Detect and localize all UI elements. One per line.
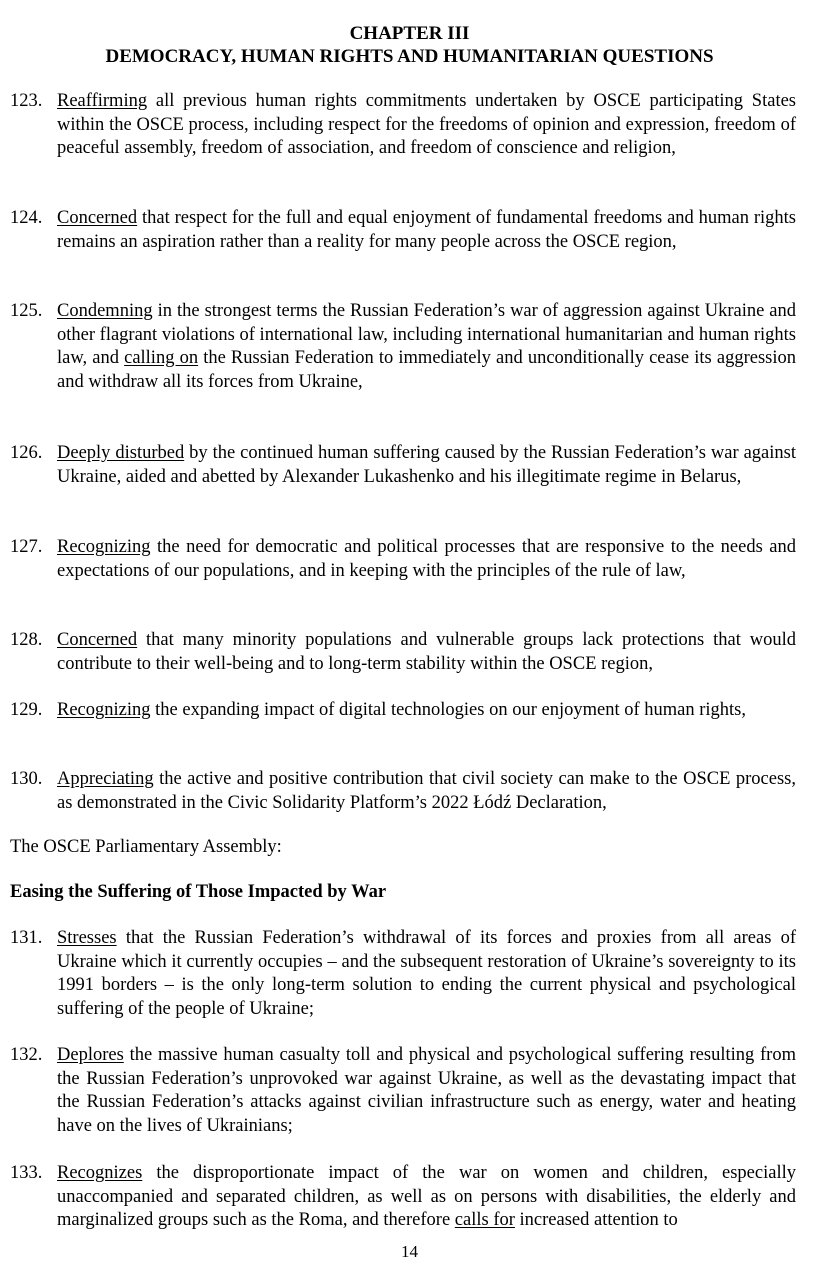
paragraph-126 [10, 442, 796, 489]
paragraph-129 [10, 699, 796, 723]
paragraph-lead-word: Recognizing [57, 537, 151, 557]
paragraph-text [57, 300, 796, 394]
paragraph-133 [10, 1162, 796, 1233]
paragraph-text [57, 536, 796, 583]
paragraph-rest: the expanding impact of digital technologies on our enjoyment of human rights, [150, 700, 746, 720]
paragraph-rest: that many minority populations and vulnerable groups lack protections that would contribute to their well-being and to long-term stability within the OSCE region, [57, 630, 796, 674]
paragraph-number: 127. [10, 537, 43, 557]
paragraph-text [57, 442, 796, 489]
paragraph-lead-word: Recognizes [57, 1163, 143, 1183]
paragraph-text [57, 90, 796, 161]
paragraph-number: 132. [10, 1045, 43, 1065]
paragraph-rest: increased attention to [514, 1210, 678, 1231]
paragraph-number: 128. [10, 630, 43, 650]
paragraph-text [57, 699, 796, 723]
paragraph-lead-word: Condemning [57, 301, 153, 321]
page-number: 14 [401, 1242, 418, 1261]
paragraph-rest: the need for democratic and political processes that are responsive to the needs and expectations of our populations, and in keeping with the principles of the rule of law, [57, 537, 796, 581]
paragraph-number: 123. [10, 91, 43, 111]
paragraph-132 [10, 1044, 796, 1138]
paragraph-number: 133. [10, 1163, 43, 1183]
paragraph-number: 125. [10, 301, 43, 321]
paragraph-rest: the massive human casualty toll and physical and psychological suffering resulting from the Russian Federation’s unprovoked war against Ukraine, as well as the devastating impact that the Russian Federation’s attacks against civilian infrastructure such as energy, water and heating have on the lives of Ukrainians; [57, 1045, 796, 1136]
paragraph-127 [10, 536, 796, 583]
paragraph-128 [10, 629, 796, 676]
paragraph-number: 126. [10, 443, 43, 463]
paragraph-131 [10, 927, 796, 1021]
paragraph-number: 130. [10, 769, 43, 789]
paragraph-lead-word: Appreciating [57, 769, 154, 789]
paragraph-number: 129. [10, 700, 43, 720]
paragraph-125 [10, 300, 796, 394]
paragraph-rest: that the Russian Federation’s withdrawal of its forces and proxies from all areas of Ukraine which it currently occupies – and the subsequent restoration of Ukraine’s sovereignty to its 1991 borders – is the only long-term solution to ending the current physical and psychological suffering of the people of Ukraine; [57, 928, 796, 1019]
paragraph-number: 131. [10, 928, 43, 948]
paragraph-lead-word: Recognizing [57, 700, 151, 720]
chapter-title: DEMOCRACY, HUMAN RIGHTS AND HUMANITARIAN QUESTIONS [105, 46, 714, 67]
paragraph-number: 124. [10, 208, 43, 228]
paragraph-text [57, 1162, 796, 1233]
paragraph-lead-word: Stresses [57, 928, 117, 948]
paragraph-124 [10, 207, 796, 254]
paragraph-text [57, 207, 796, 254]
paragraph-lead-word: Deeply disturbed [57, 443, 185, 463]
paragraph-middle: in the strongest terms the Russian Federation’s war of aggression against Ukraine and other flagrant violations of international law, including international humanitarian and human rights law, and [57, 301, 796, 369]
paragraph-130 [10, 768, 796, 815]
paragraph-second-lead-word: calling on [124, 348, 199, 369]
paragraph-123 [10, 90, 796, 161]
section-title: Easing the Suffering of Those Impacted by War [10, 882, 387, 902]
paragraph-rest: the Russian Federation to immediately and unconditionally cease its aggression and withdraw all its forces from Ukraine, [57, 348, 796, 392]
paragraph-rest: the active and positive contribution that civil society can make to the OSCE process, as demonstrated in the Civic Solidarity Platform’s 2022 Łódź Declaration, [57, 769, 796, 813]
paragraph-second-lead-word: calls for [454, 1210, 515, 1231]
paragraph-text [57, 768, 796, 815]
paragraph-text [57, 629, 796, 676]
chapter-number: CHAPTER III [349, 23, 470, 44]
paragraph-text [57, 1044, 796, 1138]
paragraph-lead-word: Deplores [57, 1045, 124, 1065]
assembly-line: The OSCE Parliamentary Assembly: [10, 837, 282, 857]
paragraph-middle: the disproportionate impact of the war on women and children, especially unaccompanied and separated children, as well as on persons with disabilities, the elderly and marginalized groups such as the Roma, and therefore [57, 1163, 796, 1231]
paragraph-lead-word: Concerned [57, 208, 138, 228]
paragraph-lead-word: Reaffirming [57, 91, 148, 111]
paragraph-text [57, 927, 796, 1021]
paragraph-rest: by the continued human suffering caused by the Russian Federation’s war against Ukraine, aided and abetted by Alexander Lukashenko and his illegitimate regime in Belarus, [57, 443, 796, 487]
paragraph-lead-word: Concerned [57, 630, 138, 650]
paragraph-rest: all previous human rights commitments undertaken by OSCE participating States within the OSCE process, including respect for the freedoms of opinion and expression, freedom of peaceful assembly, freedom of association, and freedom of conscience and religion, [57, 91, 796, 159]
paragraph-rest: that respect for the full and equal enjoyment of fundamental freedoms and human rights remains an aspiration rather than a reality for many people across the OSCE region, [57, 208, 796, 252]
